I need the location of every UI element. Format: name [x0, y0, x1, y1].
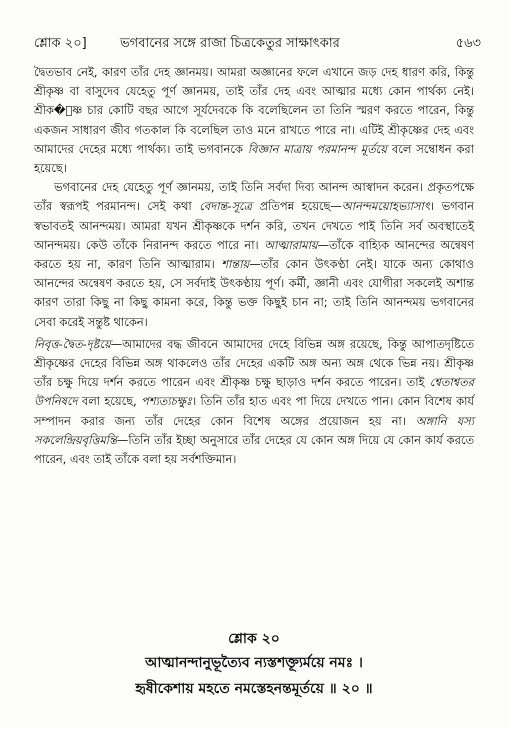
verse-reference: শ্লোক ২০] — [34, 36, 87, 51]
italic-phrase: আনন্দময়োহভ্যাসাৎ — [341, 199, 430, 214]
verse-block — [34, 628, 474, 702]
verse-line-1: আত্মানন্দানুভূত্যৈব ন্যস্তশক্ত্যূর্ময়ে নমঃ । — [145, 655, 363, 671]
text-segment: —তাঁকে বাহ্যিক আনন্দের অন্বেষণ করতে হয় না, কারণ তিনি আত্মারাম। — [34, 237, 474, 272]
text-segment: বলা হয়েছে, — [77, 394, 142, 409]
paragraph-2 — [34, 178, 474, 332]
text-segment: । তিনি তাঁর হাত এবং পা দিয়ে দেখতে পান। কোন বিশেষ কার্য সম্পাদন করার জন্য তাঁর দেহের কোন বিশেষ অঙ্গের প্রয়োজন হয় না। — [34, 394, 474, 428]
text-segment: —তিনি তাঁর ইচ্ছা অনুসারে তাঁর দেহের যে কোন অঙ্গ দিয়ে যে কোন কার্য করতে পারেন, এবং তাই তাঁকে বলা হয় সর্বশক্তিমান। — [34, 432, 474, 467]
text-segment: ভগবানের দেহ যেহেতু পূর্ণ জ্ঞানময়, তাই তিনি সর্বদা দিব্য আনন্দ আস্বাদন করেন। প্রকৃতপক্ষে তাঁর স্বরূপই পরমানন্দ। সেই কথা — [34, 180, 474, 214]
text-segment: দ্বৈতভাব নেই, কারণ তাঁর দেহ জ্ঞানময়। আমরা অজ্ঞানের ফলে এখানে জড় দেহ ধারণ করি, কিন্তু শ্রীকৃষ্ণ বা বাসুদেব যেহেতু পূর্ণ জ্ঞানময়, তাই তাঁর দেহ এবং আত্মার মধ্যে কোন পার্থক্য নেই। শ্রীক�ৃষ্ণ চার কোটি বছর আগে সূর্যদেবকে কি বলেছিলেন তা তিনি স্মরণ করতে পারেন, কিন্তু একজন সাধারণ জীব গতকাল কি বলেছিল তাও মনে রাখতে পারে না। এটিই শ্রীকৃষ্ণের দেহ এবং আমাদের দেহের মধ্যে পার্থক্য। তাই ভগবানকে — [34, 65, 474, 156]
italic-phrase: পশ্যত্যচক্ষুঃ — [141, 394, 193, 409]
text-segment: বলে সম্বোধন করা হয়েছে। — [34, 141, 475, 176]
verse-heading: শ্লোক ২০ — [228, 631, 280, 647]
page-header — [34, 34, 481, 58]
italic-phrase: শান্তায় — [221, 257, 250, 272]
paragraph-3 — [34, 335, 474, 469]
italic-phrase: শ্বেতাশ্বতর উপনিষদে — [34, 375, 474, 409]
italic-phrase: বেদান্ত-সূত্রে — [199, 199, 252, 214]
text-segment: । ভগবান স্বভাবতই আনন্দময়। আমরা যখন শ্রীকৃষ্ণকে দর্শন করি, তখন দেখতে পাই তিনি সর্ব অবস্থাতেই আনন্দময়। কেউ তাঁকে নিরানন্দ করতে পারে না। — [34, 199, 474, 252]
text-segment: প্রতিপন্ন হয়েছে— — [251, 199, 342, 214]
italic-phrase: নিবৃত্ত-দ্বৈত-দৃষ্টয়ে — [34, 336, 111, 351]
text-segment: —আমাদের বদ্ধ জীবনে আমাদের দেহে বিভিন্ন অঙ্গ রয়েছে, কিন্তু আপাতদৃষ্টিতে শ্রীকৃষ্ণের দেহের বিভিন্ন অঙ্গ থাকলেও তাঁর দেহের একটি অঙ্গ অন্য অঙ্গ থেকে ভিন্ন নয়। শ্রীকৃষ্ণ তাঁর চক্ষু দিয়ে দর্শন করতে পারেন এবং শ্রীকৃষ্ণ চক্ষু ছাড়াও দর্শন করতে পারেন। তাই — [34, 336, 474, 390]
chapter-title: ভগবানের সঙ্গে রাজা চিত্রকেতুর সাক্ষাৎকার — [120, 36, 340, 51]
purport-text — [34, 63, 474, 469]
italic-phrase: আত্মারামায় — [264, 237, 318, 252]
italic-phrase: অঙ্গানি যস্য সকলেন্দ্রিয়বৃত্তিমন্তি — [34, 413, 474, 447]
text-segment: —তাঁর কোন উৎকণ্ঠা নেই। যাকে অন্য কোথাও আনন্দের অন্বেষণ করতে হয়, সে সর্বদাই উৎকণ্ঠায় পূর্ণ। কর্মী, জ্ঞানী এবং যোগীরা সকলেই অশান্ত কারণ তারা কিছু না কিছু কামনা করে, কিন্তু ভক্ত কিছুই চান না; তাই তিনি আনন্দময় ভগবানের সেবা করেই সন্তুষ্ট থাকেন। — [34, 257, 474, 329]
verse-line-2: হৃষীকেশায় মহতে নমস্তেহনন্তমূর্তয়ে ॥ ২০ ॥ — [135, 681, 373, 697]
italic-phrase: বিজ্ঞান মাত্রায় পরমানন্দ মূর্তয়ে — [247, 141, 387, 156]
paragraph-1 — [34, 63, 474, 178]
page-number: ৫৬৩ — [455, 36, 481, 51]
